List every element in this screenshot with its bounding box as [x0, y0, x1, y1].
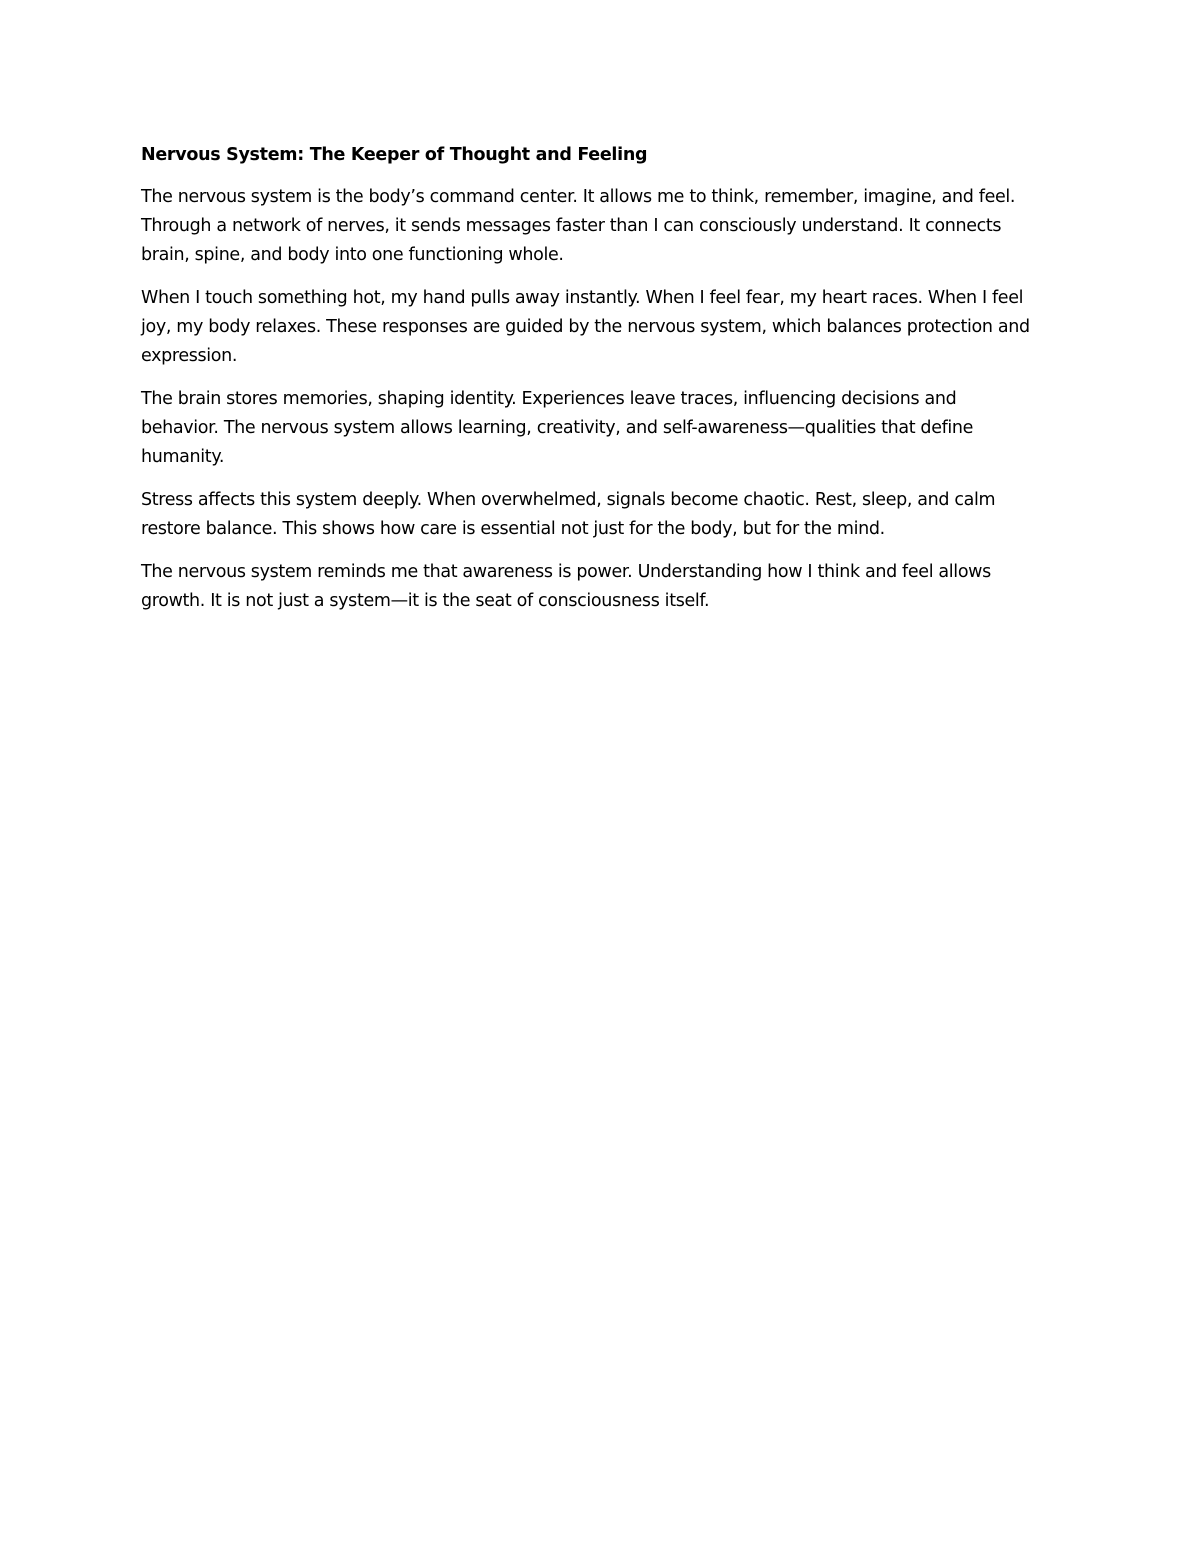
paragraph-line: brain, spine, and body into one functioning whole. [141, 245, 564, 265]
paragraph-line: joy, my body relaxes. These responses are guided by the nervous system, which balances protection and [141, 317, 1030, 337]
paragraph-5 [141, 558, 1061, 616]
paragraph-line: expression. [141, 346, 238, 366]
paragraph-line: humanity. [141, 447, 225, 467]
paragraph-line: Through a network of nerves, it sends messages faster than I can consciously understand. It connects [141, 216, 1002, 236]
paragraph-line: When I touch something hot, my hand pulls away instantly. When I feel fear, my heart races. When I feel [141, 288, 1024, 308]
paragraph-line: restore balance. This shows how care is essential not just for the body, but for the mind. [141, 519, 885, 539]
paragraph-line: Stress affects this system deeply. When overwhelmed, signals become chaotic. Rest, sleep, and calm [141, 490, 996, 510]
paragraph-2 [141, 284, 1061, 371]
paragraph-line: growth. It is not just a system—it is the seat of consciousness itself. [141, 591, 710, 611]
paragraph-line: The nervous system reminds me that awareness is power. Understanding how I think and feel allows [141, 562, 991, 582]
paragraph-line: behavior. The nervous system allows learning, creativity, and self-awareness—qualities that define [141, 418, 974, 438]
paragraph-line: The nervous system is the body’s command center. It allows me to think, remember, imagine, and feel. [141, 187, 1016, 207]
document-body [141, 141, 1061, 630]
paragraph-4 [141, 486, 1061, 544]
document-title: Nervous System: The Keeper of Thought and Feeling [141, 145, 648, 165]
paragraph-3 [141, 385, 1061, 472]
paragraph-line: The brain stores memories, shaping identity. Experiences leave traces, influencing decisions and [141, 389, 957, 409]
paragraph-1 [141, 183, 1061, 270]
